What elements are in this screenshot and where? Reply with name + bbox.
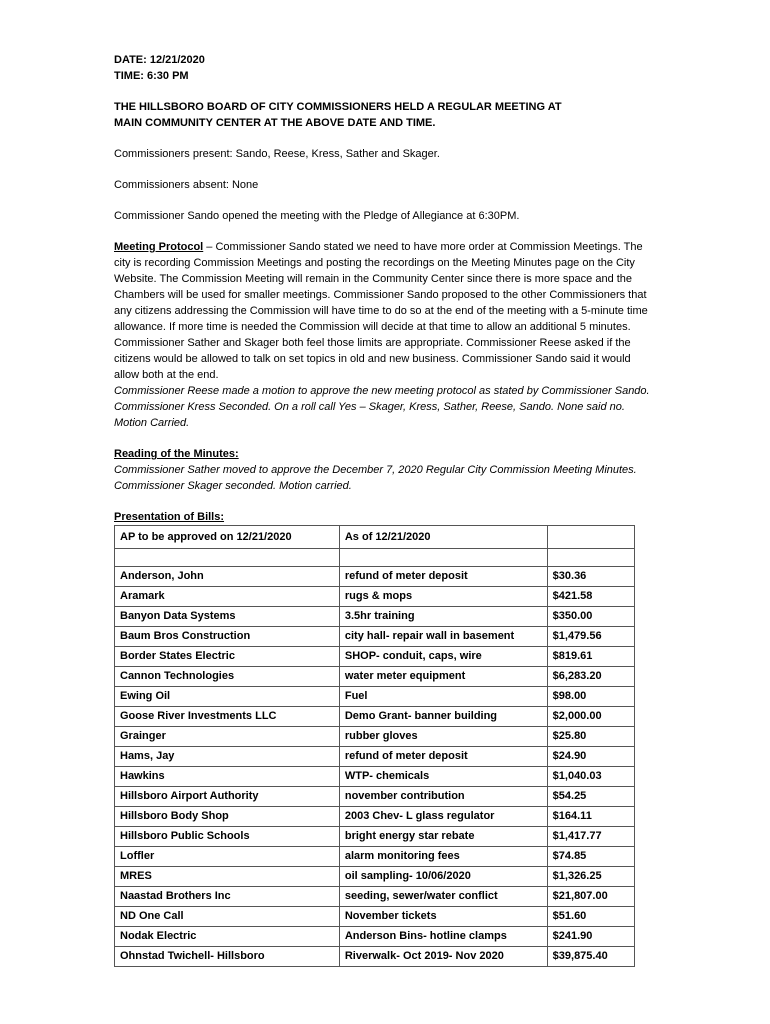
bills-col2-header: As of 12/21/2020: [339, 526, 547, 549]
bill-amount: $819.61: [547, 647, 634, 667]
bill-vendor: Hillsboro Body Shop: [115, 807, 340, 827]
bill-amount: $51.60: [547, 907, 634, 927]
bill-description: alarm monitoring fees: [339, 847, 547, 867]
bill-description: November tickets: [339, 907, 547, 927]
minutes-motion: Commissioner Sather moved to approve the December 7, 2020 Regular City Commission Meeting Minutes. Commissioner Skager seconded. Motion carried.: [114, 464, 637, 492]
meeting-time: TIME: 6:30 PM: [114, 70, 189, 82]
bill-amount: $74.85: [547, 847, 634, 867]
commissioners-present: Commissioners present: Sando, Reese, Kress, Sather and Skager.: [114, 148, 440, 160]
bill-description: SHOP- conduit, caps, wire: [339, 647, 547, 667]
bill-row: [115, 707, 635, 727]
bill-vendor: MRES: [115, 867, 340, 887]
title-line-1: THE HILLSBORO BOARD OF CITY COMMISSIONERS HELD A REGULAR MEETING AT: [114, 101, 562, 113]
bills-col3-header: [547, 526, 634, 549]
title-line-2: MAIN COMMUNITY CENTER AT THE ABOVE DATE AND TIME.: [114, 117, 436, 129]
bill-description: seeding, sewer/water conflict: [339, 887, 547, 907]
bill-vendor: Hillsboro Airport Authority: [115, 787, 340, 807]
minutes-document: [114, 52, 654, 967]
bill-row: [115, 667, 635, 687]
bill-row: [115, 727, 635, 747]
bill-row: [115, 927, 635, 947]
bills-col1-header: AP to be approved on 12/21/2020: [115, 526, 340, 549]
bills-table: [114, 525, 635, 967]
bill-vendor: Ewing Oil: [115, 687, 340, 707]
commissioners-absent: Commissioners absent: None: [114, 179, 259, 191]
bill-vendor: Goose River Investments LLC: [115, 707, 340, 727]
protocol-heading: Meeting Protocol: [114, 241, 204, 253]
bill-description: november contribution: [339, 787, 547, 807]
bill-description: refund of meter deposit: [339, 747, 547, 767]
bills-blank-row: [115, 549, 635, 567]
protocol-motion: Commissioner Reese made a motion to approve the new meeting protocol as stated by Commissioner Sando. Commissioner Kress Seconded. On a roll call Yes – Skager, Kress, Sather, Reese, Sando. None said no. Motion Carried.: [114, 385, 650, 429]
bill-vendor: Hams, Jay: [115, 747, 340, 767]
bill-vendor: Baum Bros Construction: [115, 627, 340, 647]
bill-vendor: Grainger: [115, 727, 340, 747]
bill-row: [115, 867, 635, 887]
bill-vendor: Ohnstad Twichell- Hillsboro: [115, 947, 340, 967]
bill-amount: $164.11: [547, 807, 634, 827]
bill-vendor: Anderson, John: [115, 567, 340, 587]
bills-header-row: [115, 526, 635, 549]
bill-row: [115, 587, 635, 607]
bill-description: Demo Grant- banner building: [339, 707, 547, 727]
bill-row: [115, 647, 635, 667]
bill-row: [115, 627, 635, 647]
bill-row: [115, 887, 635, 907]
bill-row: [115, 787, 635, 807]
bill-description: Fuel: [339, 687, 547, 707]
protocol-body: – Commissioner Sando stated we need to have more order at Commission Meetings. The city is recording Commission Meetings and posting the recordings on the Meeting Minutes page on the City Website. The Commission Meeting will remain in the Community Center since there is more space and the Chambers will be used for smaller meetings. Commissioner Sando proposed to the other Commissioners that any citizens addressing the Commission will have time to do so at the end of the meeting with a 5-minute time allowance. If more time is needed the Commission will decide at that time to allow an additional 5 minutes. Commissioner Sather and Skager both feel those limits are appropriate. Commissioner Reese asked if the citizens would be allowed to talk on set topics in old and new business. Commissioner Sando said it would allow both at the end.: [114, 241, 648, 381]
bills-heading: Presentation of Bills:: [114, 511, 225, 523]
bill-description: water meter equipment: [339, 667, 547, 687]
bill-vendor: Banyon Data Systems: [115, 607, 340, 627]
bill-vendor: ND One Call: [115, 907, 340, 927]
bill-amount: $421.58: [547, 587, 634, 607]
bill-row: [115, 907, 635, 927]
minutes-heading: Reading of the Minutes:: [114, 448, 239, 460]
bill-description: oil sampling- 10/06/2020: [339, 867, 547, 887]
bill-amount: $1,326.25: [547, 867, 634, 887]
bill-row: [115, 947, 635, 967]
bill-description: bright energy star rebate: [339, 827, 547, 847]
bill-row: [115, 607, 635, 627]
bill-amount: $6,283.20: [547, 667, 634, 687]
bill-amount: $25.80: [547, 727, 634, 747]
protocol-paragraph: [114, 239, 654, 383]
opening-statement: Commissioner Sando opened the meeting with the Pledge of Allegiance at 6:30PM.: [114, 210, 520, 222]
bill-vendor: Hawkins: [115, 767, 340, 787]
bill-amount: $1,040.03: [547, 767, 634, 787]
bill-amount: $21,807.00: [547, 887, 634, 907]
bill-amount: $24.90: [547, 747, 634, 767]
bill-vendor: Naastad Brothers Inc: [115, 887, 340, 907]
bill-vendor: Loffler: [115, 847, 340, 867]
bill-description: Riverwalk- Oct 2019- Nov 2020: [339, 947, 547, 967]
bill-row: [115, 847, 635, 867]
bill-vendor: Aramark: [115, 587, 340, 607]
bill-description: 3.5hr training: [339, 607, 547, 627]
bill-description: rubber gloves: [339, 727, 547, 747]
bill-description: WTP- chemicals: [339, 767, 547, 787]
bill-vendor: Cannon Technologies: [115, 667, 340, 687]
bill-amount: $30.36: [547, 567, 634, 587]
meeting-date: DATE: 12/21/2020: [114, 54, 205, 66]
bill-amount: $39,875.40: [547, 947, 634, 967]
bill-vendor: Nodak Electric: [115, 927, 340, 947]
bill-description: 2003 Chev- L glass regulator: [339, 807, 547, 827]
bill-vendor: Border States Electric: [115, 647, 340, 667]
bill-row: [115, 747, 635, 767]
bill-amount: $54.25: [547, 787, 634, 807]
bill-description: refund of meter deposit: [339, 567, 547, 587]
bill-amount: $1,417.77: [547, 827, 634, 847]
bill-amount: $241.90: [547, 927, 634, 947]
bill-row: [115, 807, 635, 827]
bill-row: [115, 567, 635, 587]
bill-row: [115, 767, 635, 787]
bill-amount: $1,479.56: [547, 627, 634, 647]
bill-description: Anderson Bins- hotline clamps: [339, 927, 547, 947]
bill-amount: $2,000.00: [547, 707, 634, 727]
bill-vendor: Hillsboro Public Schools: [115, 827, 340, 847]
bill-row: [115, 827, 635, 847]
bill-amount: $98.00: [547, 687, 634, 707]
bill-row: [115, 687, 635, 707]
bill-amount: $350.00: [547, 607, 634, 627]
bill-description: city hall- repair wall in basement: [339, 627, 547, 647]
bill-description: rugs & mops: [339, 587, 547, 607]
